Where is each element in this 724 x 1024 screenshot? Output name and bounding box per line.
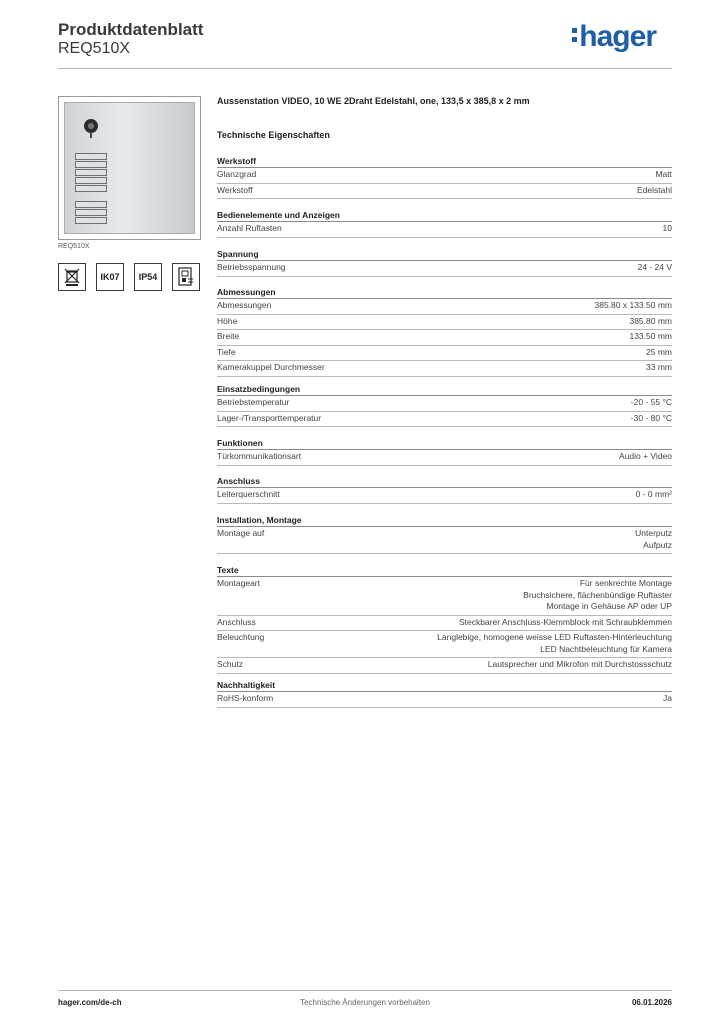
spec-value [523, 578, 672, 613]
ik-rating-badge: IK07 [96, 263, 124, 291]
spec-label: Werkstoff [217, 184, 253, 195]
spec-row [217, 396, 672, 412]
spec-label: Kamerakuppel Durchmesser [217, 362, 325, 372]
spec-label: Leiterquerschnitt [217, 489, 280, 499]
header-divider [58, 68, 672, 69]
spec-label: Breite [217, 331, 240, 341]
spec-row [217, 488, 672, 504]
product-image [58, 96, 201, 240]
spec-row [217, 346, 672, 362]
spec-value [638, 262, 673, 274]
footer-disclaimer: Technische Änderungen vorbehalten [300, 998, 430, 1007]
spec-section [217, 475, 672, 504]
spec-value-line: Unterputz [635, 528, 672, 538]
section-heading: Installation, Montage [217, 514, 672, 527]
page-header [58, 20, 672, 70]
spec-value-line: Bruchsichere, flächenbündige Ruftaster [523, 589, 672, 600]
spec-value [663, 223, 672, 235]
spec-value [595, 300, 673, 312]
section-heading: Bedienelemente und Anzeigen [217, 209, 672, 222]
section-heading: Anschluss [217, 475, 672, 488]
spec-row [217, 261, 672, 277]
spec-section [217, 564, 672, 674]
spec-label: Höhe [217, 315, 238, 326]
spec-value-line: 24 - 24 V [637, 262, 672, 272]
spec-row [217, 527, 672, 554]
product-passport-icon [172, 263, 200, 291]
spec-label: Türkommunikationsart [217, 451, 302, 461]
spec-label: Tiefe [217, 346, 236, 357]
spec-section [217, 437, 672, 466]
spec-value-line: 385.80 x 133.50 mm [594, 300, 672, 310]
spec-row [217, 658, 672, 674]
weee-crossed-bin-icon [58, 263, 86, 291]
article-number: REQ510X [58, 40, 131, 57]
section-heading: Werkstoff [217, 155, 672, 168]
spec-value [437, 632, 672, 655]
spec-row [217, 692, 672, 708]
spec-value-line: 33 mm [646, 362, 672, 372]
ip-rating-badge: IP54 [134, 263, 162, 291]
call-button-graphic [75, 153, 107, 160]
footer-date: 06.01.2026 [631, 998, 672, 1007]
spec-value-line: Ja [663, 693, 672, 703]
spec-value-line: Audio + Video [618, 451, 672, 461]
logo-colon-icon [572, 28, 577, 46]
spec-value-line: -20 - 55 °C [630, 397, 672, 407]
spec-section [217, 209, 672, 238]
spec-value [619, 451, 672, 463]
spec-value-line: 10 [662, 223, 672, 233]
spec-label: Abmessungen [217, 300, 272, 310]
call-button-graphic [75, 217, 107, 224]
spec-section [217, 286, 672, 377]
spec-value [646, 362, 672, 374]
spec-value-line: Steckbarer Anschluss-Klemmblock mit Schraubklemmen [458, 616, 672, 627]
spec-section [217, 248, 672, 277]
spec-row [217, 577, 672, 616]
door-station-panel [64, 102, 195, 234]
section-heading: Spannung [217, 248, 672, 261]
section-heading: Texte [217, 564, 672, 577]
footer-divider [58, 990, 672, 991]
spec-value-line: Montage in Gehäuse AP oder UP [546, 601, 672, 611]
spec-value-line: 133.50 mm [629, 331, 672, 341]
spec-value-line: Für senkrechte Montage [579, 578, 672, 588]
section-heading: Einsatzbedingungen [217, 383, 672, 396]
spec-row [217, 168, 672, 184]
call-button-graphic [75, 201, 107, 208]
spec-value-line: Lautsprecher und Mikrofon mit Durchstossschutz [487, 659, 672, 669]
call-button-graphic [75, 161, 107, 168]
spec-value-line: -30 - 80 °C [630, 412, 672, 423]
spec-value [631, 397, 672, 409]
spec-label: Betriebsspannung [217, 262, 286, 272]
spec-value [655, 169, 672, 181]
spec-row [217, 315, 672, 331]
page-title: Produktdatenblatt [58, 20, 204, 39]
spec-value-line: LED Nachtbeleuchtung für Kamera [540, 643, 672, 654]
spec-section [217, 383, 672, 427]
product-description: Aussenstation VIDEO, 10 WE 2Draht Edelstahl, one, 133,5 x 385,8 x 2 mm [217, 96, 530, 106]
spec-value [629, 316, 672, 328]
section-heading: Nachhaltigkeit [217, 679, 672, 692]
spec-row [217, 631, 672, 658]
spec-value-line: 385.80 mm [629, 315, 672, 326]
spec-value-line: Aufputz [643, 539, 672, 550]
spec-value [663, 693, 672, 705]
spec-row [217, 412, 672, 428]
spec-label: Schutz [217, 659, 243, 669]
spec-label: RoHS-konform [217, 693, 274, 703]
spec-value [636, 489, 672, 501]
spec-value [488, 659, 672, 671]
image-caption: REQ510X [58, 243, 90, 250]
brand-logo: hager [572, 20, 656, 54]
spec-section [217, 155, 672, 199]
call-button-graphic [75, 177, 107, 184]
spec-row [217, 222, 672, 238]
spec-label: Anschluss [217, 616, 256, 627]
spec-value [629, 331, 672, 343]
camera-icon [84, 119, 98, 133]
spec-row [217, 330, 672, 346]
spec-section [217, 679, 672, 708]
spec-row [217, 184, 672, 200]
section-heading: Funktionen [217, 437, 672, 450]
spec-value [637, 185, 672, 197]
spec-row [217, 299, 672, 315]
spec-value-line: 25 mm [646, 346, 672, 357]
spec-section [217, 514, 672, 554]
section-heading: Abmessungen [217, 286, 672, 299]
spec-label: Montageart [217, 578, 260, 588]
call-button-graphic [75, 185, 107, 192]
spec-row [217, 361, 672, 377]
spec-label: Beleuchtung [217, 632, 265, 642]
footer-website: hager.com/de-ch [58, 998, 122, 1007]
spec-label: Betriebstemperatur [217, 397, 290, 407]
spec-label: Glanzgrad [217, 169, 257, 179]
spec-value-line: Matt [655, 169, 672, 179]
spec-value [631, 413, 672, 425]
spec-label: Montage auf [217, 528, 265, 538]
call-button-graphic [75, 209, 107, 216]
spec-row [217, 616, 672, 632]
spec-value-line: 0 - 0 mm² [635, 489, 672, 499]
spec-value [459, 617, 672, 629]
spec-label: Lager-/Transporttemperatur [217, 412, 322, 423]
spec-value [635, 528, 672, 551]
spec-row [217, 450, 672, 466]
tech-heading: Technische Eigenschaften [217, 130, 330, 140]
call-button-graphic [75, 169, 107, 176]
spec-value-line: Edelstahl [637, 184, 672, 195]
spec-value [646, 347, 672, 359]
spec-label: Anzahl Ruftasten [217, 223, 282, 233]
spec-value-line: Langlebige, homogene weisse LED Ruftasten-Hinterleuchtung [437, 632, 672, 642]
